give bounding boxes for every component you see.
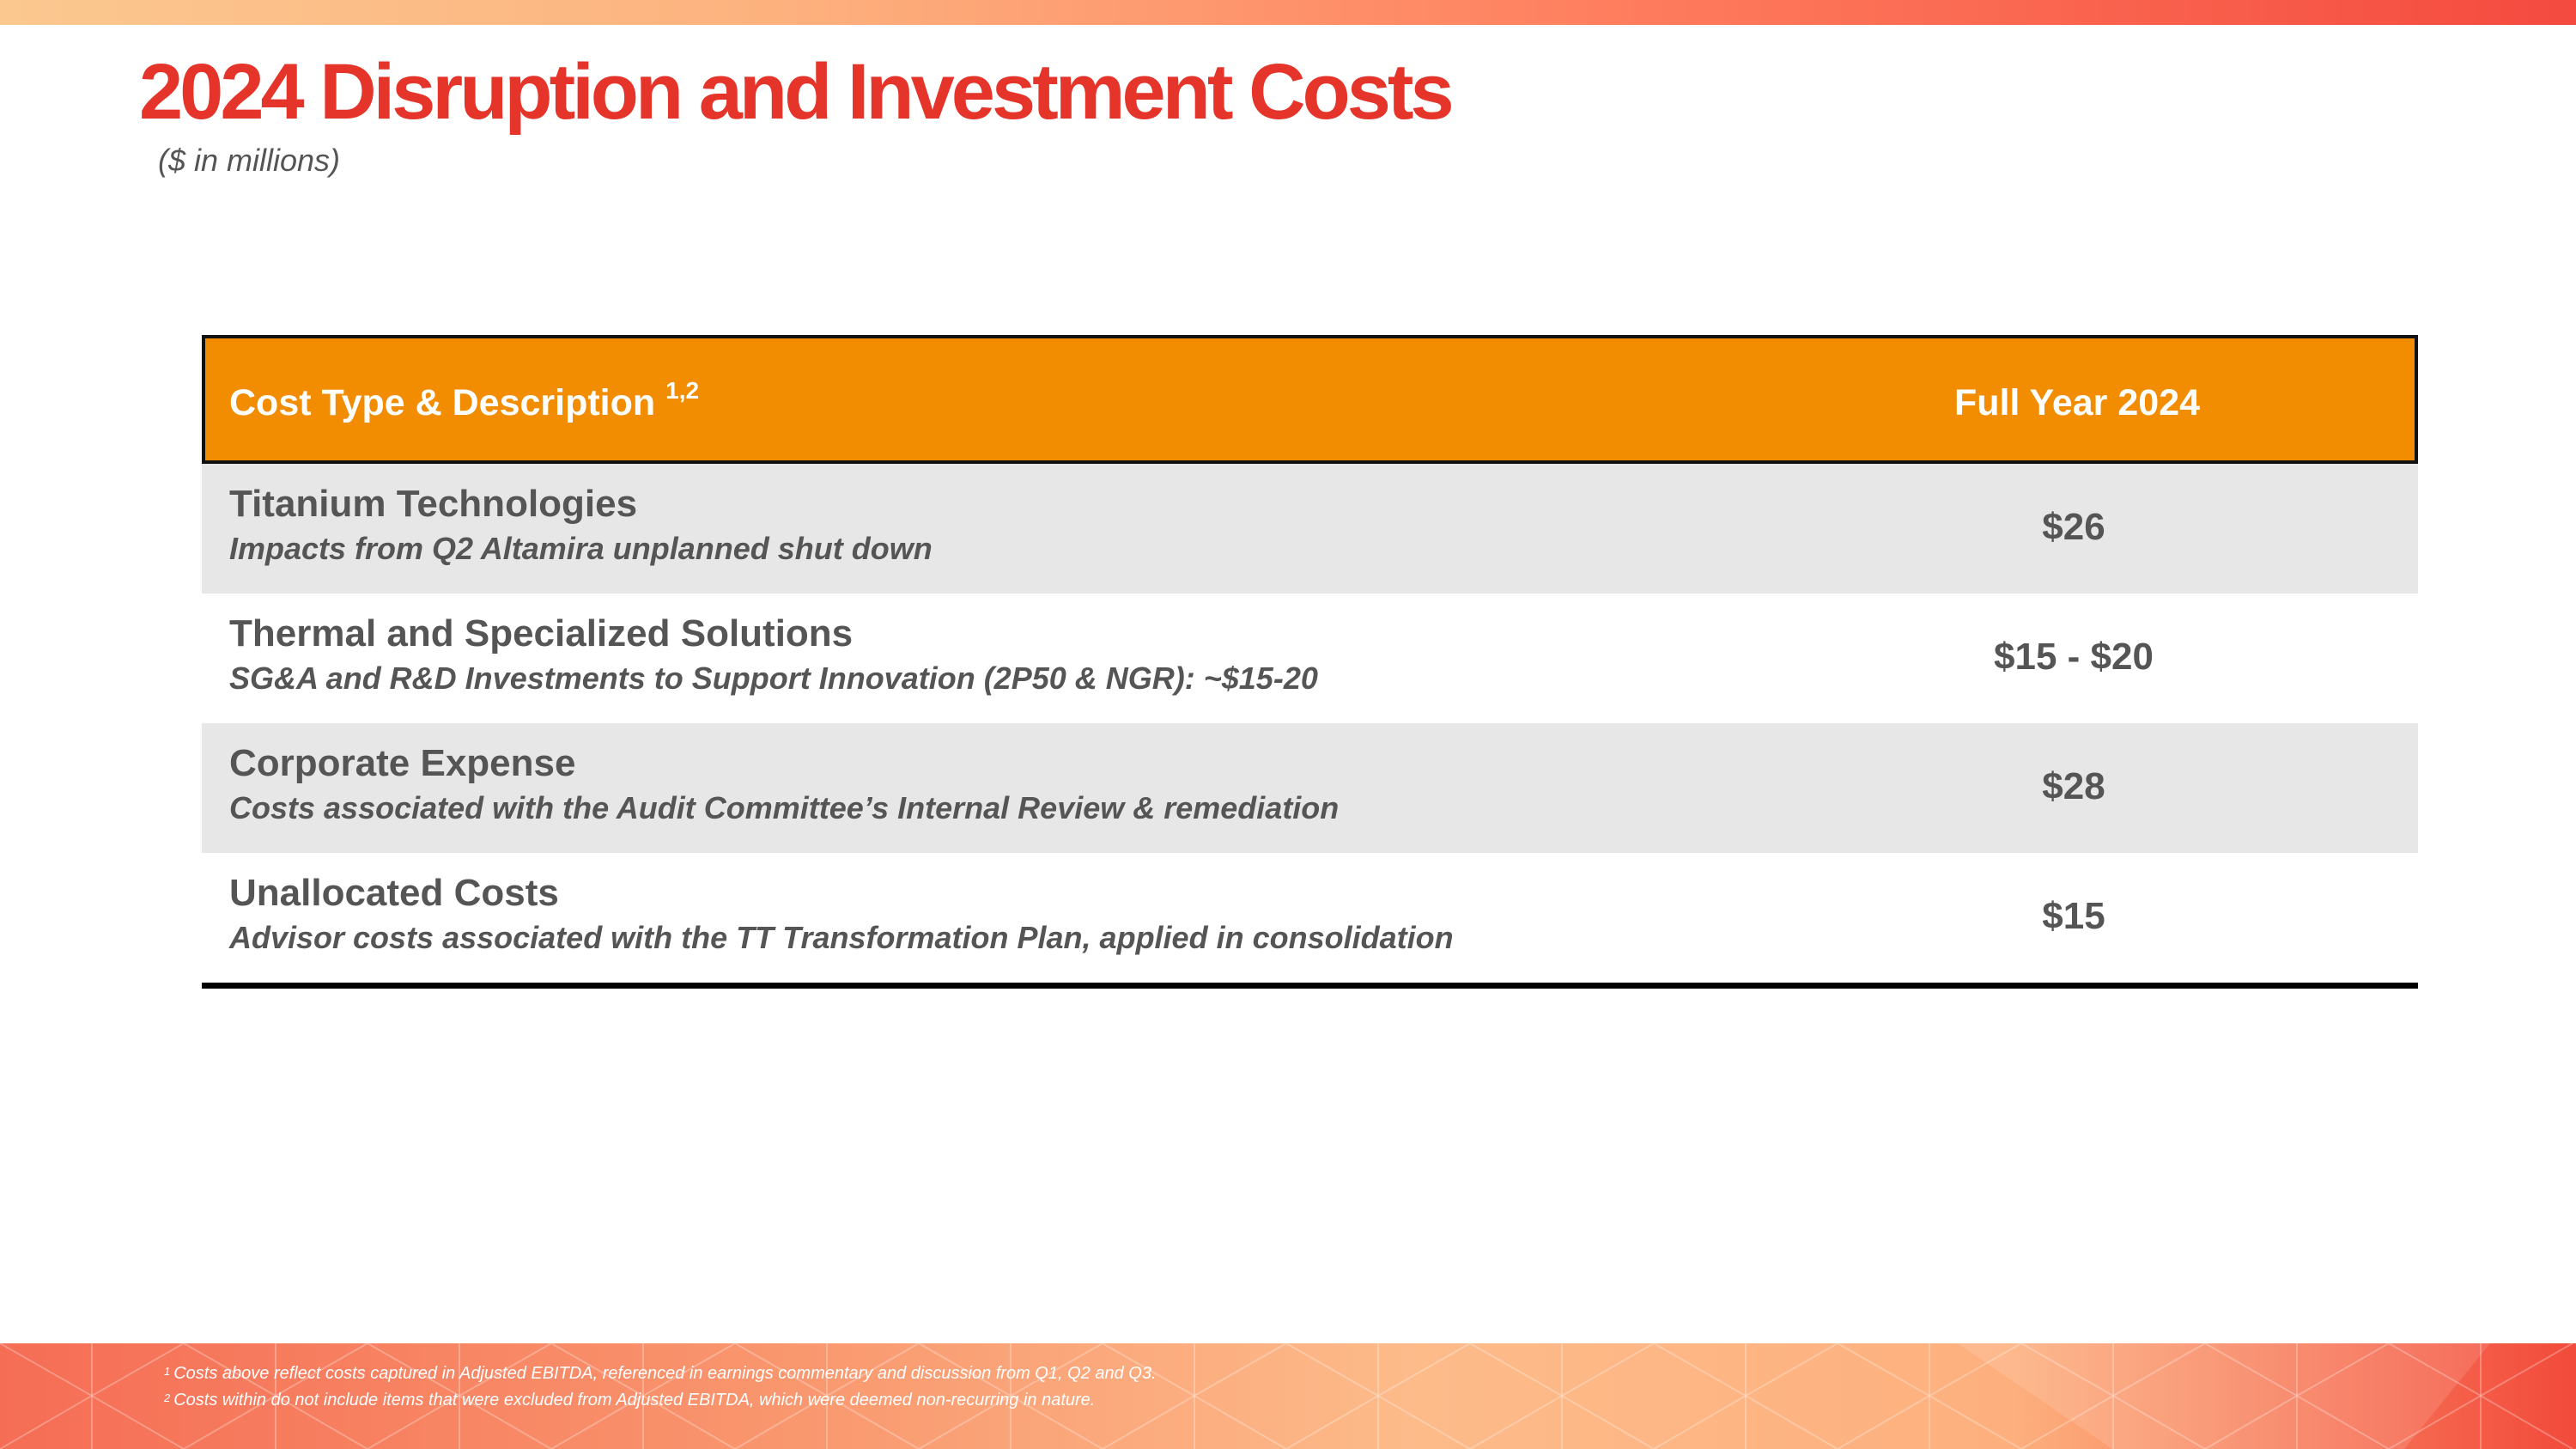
cost-table — [202, 335, 2418, 989]
footnote-marker: 2 — [164, 1391, 171, 1404]
footnote-1 — [164, 1361, 1157, 1387]
footnote-marker: 1 — [164, 1365, 171, 1378]
row-value: $15 — [2042, 895, 2105, 937]
row-name: Titanium Technologies — [229, 483, 638, 525]
row-description: Impacts from Q2 Altamira unplanned shut down — [229, 531, 933, 566]
table-header — [202, 335, 2418, 464]
table-row — [202, 853, 2418, 989]
row-value: $15 - $20 — [1994, 636, 2154, 678]
row-value: $28 — [2042, 765, 2105, 807]
row-name: Thermal and Specialized Solutions — [229, 612, 854, 654]
table-row — [202, 594, 2418, 723]
header-value-label: Full Year 2024 — [1953, 382, 2201, 423]
row-description: Costs associated with the Audit Committee’s Internal Review & remediation — [229, 790, 1340, 825]
table-row — [202, 723, 2418, 853]
header-superscript: 1,2 — [665, 377, 700, 404]
footnote-2 — [164, 1387, 1157, 1414]
row-name: Unallocated Costs — [229, 872, 559, 914]
top-accent-bar — [0, 0, 2576, 25]
footnotes — [164, 1361, 1157, 1414]
slide-title: 2024 Disruption and Investment Costs — [139, 48, 1451, 136]
header-description-cell — [229, 338, 699, 467]
header-description-label: Cost Type & Description — [229, 382, 656, 423]
row-description: Advisor costs associated with the TT Transformation Plan, applied in consolidation — [229, 920, 1454, 955]
row-value: $26 — [2042, 506, 2105, 548]
row-description: SG&A and R&D Investments to Support Innovation (2P50 & NGR): ~$15-20 — [229, 661, 1318, 696]
footer-band — [0, 1343, 2576, 1449]
footnote-text: Costs within do not include items that were excluded from Adjusted EBITDA, which were deemed non-recurring in nature. — [173, 1391, 1096, 1409]
table-row — [202, 464, 2418, 594]
slide-subtitle: ($ in millions) — [158, 143, 341, 178]
footnote-text: Costs above reflect costs captured in Adjusted EBITDA, referenced in earnings commentary and discussion from Q1, Q2 and Q3. — [173, 1364, 1157, 1383]
row-name: Corporate Expense — [229, 742, 576, 784]
